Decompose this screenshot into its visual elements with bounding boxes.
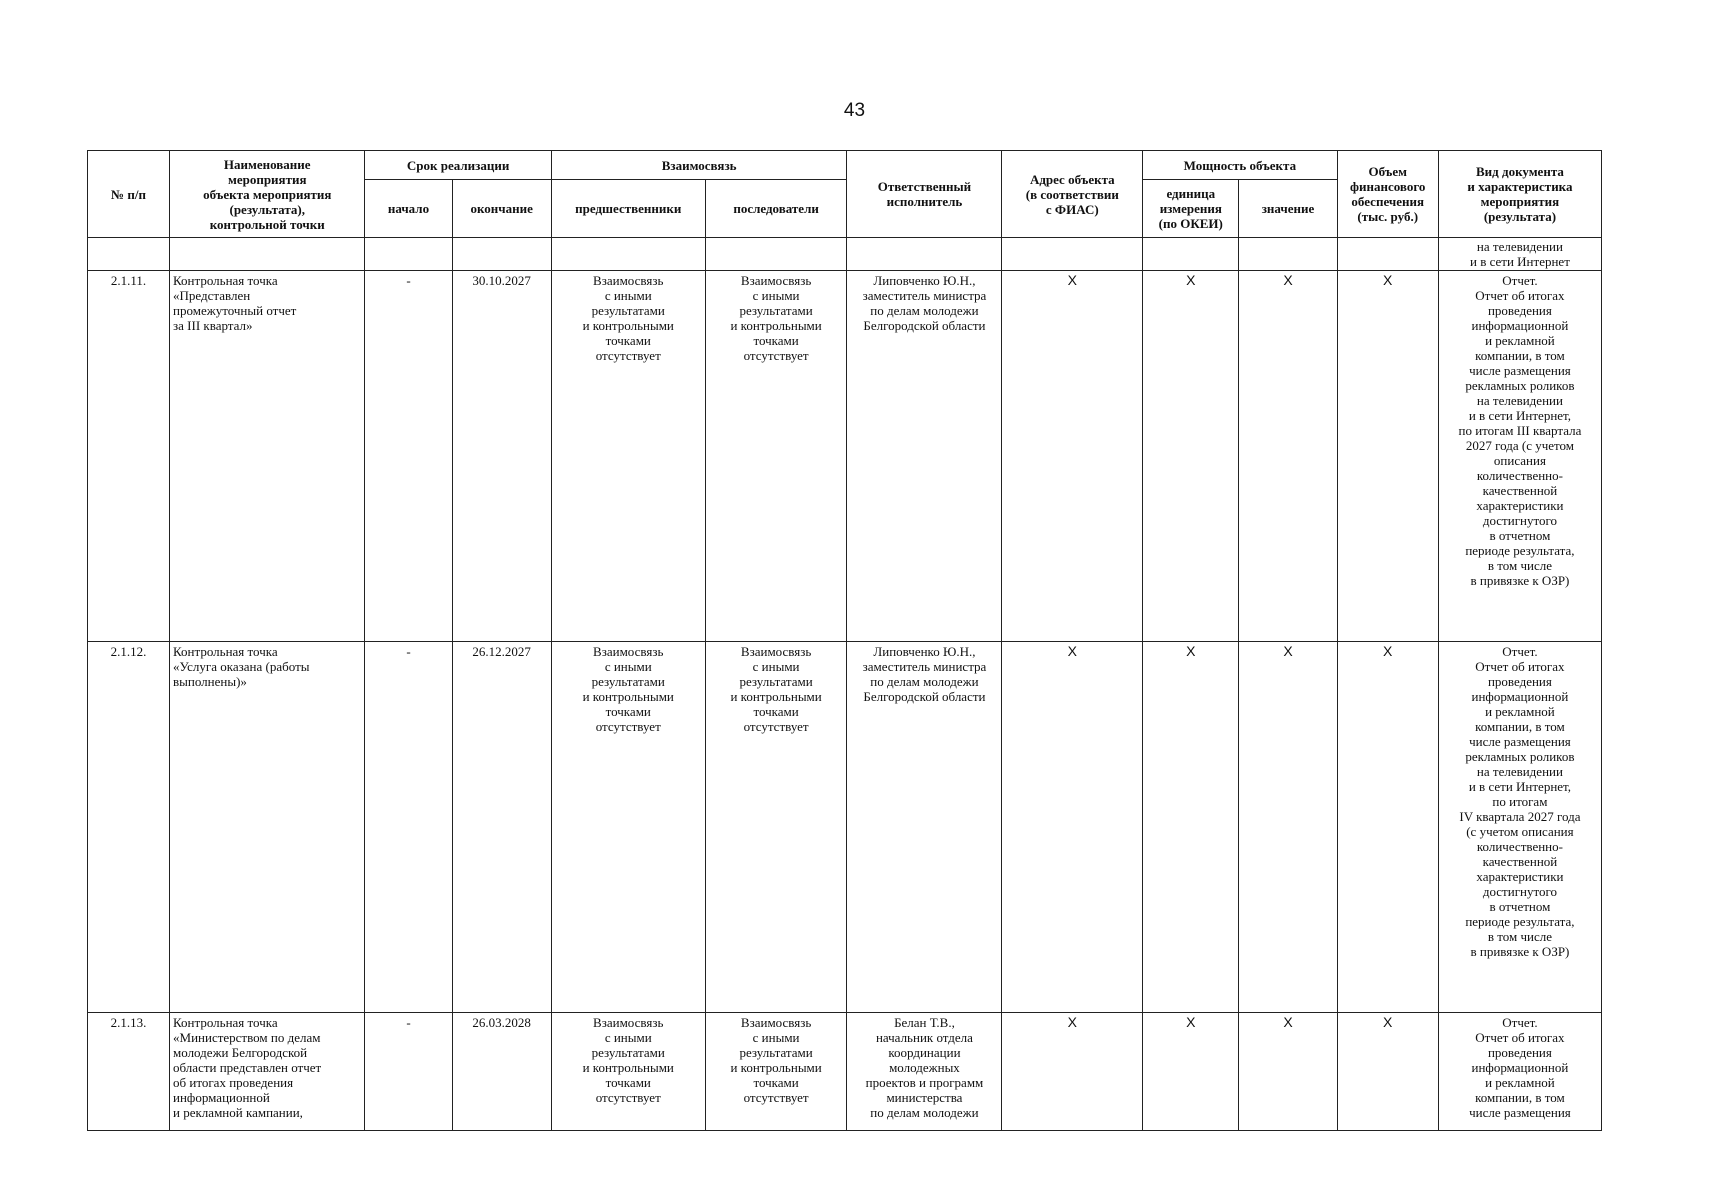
cell-num: 2.1.12. <box>88 642 170 1013</box>
cell-end: 26.03.2028 <box>452 1013 551 1131</box>
cell-address: X <box>1002 642 1143 1013</box>
cell-finance: X <box>1337 642 1438 1013</box>
cell-end: 26.12.2027 <box>452 642 551 1013</box>
cell-pred: Взаимосвязь с иными результатами и контрольными точками отсутствует <box>551 271 705 642</box>
header-name: Наименование мероприятия объекта мероприятия (результата), контрольной точки <box>170 151 365 238</box>
cell-value: X <box>1239 642 1337 1013</box>
cell-value: X <box>1239 271 1337 642</box>
table-row <box>88 642 1602 1013</box>
cell-finance: X <box>1337 1013 1438 1131</box>
cell-name: Контрольная точка «Министерством по делам молодежи Белгородской области представлен отчет об итогах проведения информационной и рекламной кампании, <box>170 1013 365 1131</box>
table-row <box>88 271 1602 642</box>
table-row-continuation <box>88 238 1602 271</box>
cell-pred: Взаимосвязь с иными результатами и контрольными точками отсутствует <box>551 1013 705 1131</box>
header-term-start: начало <box>365 180 452 238</box>
cell-doc: Отчет. Отчет об итогах проведения информационной и рекламной компании, в том числе размещения <box>1438 1013 1601 1131</box>
header-link-succ: последователи <box>705 180 847 238</box>
header-capacity-unit: единица измерения (по ОКЕИ) <box>1143 180 1239 238</box>
plan-table <box>87 150 1602 1131</box>
header-link-pred: предшественники <box>551 180 705 238</box>
header-term: Срок реализации <box>365 151 551 180</box>
header-capacity: Мощность объекта <box>1143 151 1337 180</box>
cell-doc: Отчет. Отчет об итогах проведения информационной и рекламной компании, в том числе размещения рекламных роликов на телевидении и в сети Интернет, по итогам IV квартала 2027 года (с учетом описания количественно- качественной характеристики достигнутого в отчетном периоде результата, в том числе в привязке к ОЗР) <box>1438 642 1601 1013</box>
cell-end: 30.10.2027 <box>452 271 551 642</box>
cell-doc: Отчет. Отчет об итогах проведения информационной и рекламной компании, в том числе размещения рекламных роликов на телевидении и в сети Интернет, по итогам III квартала 2027 года (с учетом описания количественно- качественной характеристики достигнутого в отчетном периоде результата, в том числе в привязке к ОЗР) <box>1438 271 1601 642</box>
cell-unit: X <box>1143 271 1239 642</box>
cell-num: 2.1.13. <box>88 1013 170 1131</box>
cell-value: X <box>1239 1013 1337 1131</box>
cell-empty <box>170 238 365 271</box>
cell-finance: X <box>1337 271 1438 642</box>
header-term-end: окончание <box>452 180 551 238</box>
cell-empty <box>1239 238 1337 271</box>
cell-start: - <box>365 1013 452 1131</box>
cell-address: X <box>1002 1013 1143 1131</box>
cell-succ: Взаимосвязь с иными результатами и контрольными точками отсутствует <box>705 1013 847 1131</box>
cell-empty <box>847 238 1002 271</box>
header-num: № п/п <box>88 151 170 238</box>
page-number: 43 <box>843 100 866 121</box>
cell-empty <box>1002 238 1143 271</box>
cell-name: Контрольная точка «Услуга оказана (работы выполнены)» <box>170 642 365 1013</box>
header-doc-type: Вид документа и характеристика мероприятия (результата) <box>1438 151 1601 238</box>
cell-doc-continuation: на телевидении и в сети Интернет <box>1438 238 1601 271</box>
cell-empty <box>1337 238 1438 271</box>
header-address: Адрес объекта (в соответствии с ФИАС) <box>1002 151 1143 238</box>
table-row <box>88 1013 1602 1131</box>
header-capacity-value: значение <box>1239 180 1337 238</box>
cell-responsible: Белан Т.В., начальник отдела координации молодежных проектов и программ министерства по делам молодежи <box>847 1013 1002 1131</box>
cell-empty <box>452 238 551 271</box>
cell-unit: X <box>1143 642 1239 1013</box>
cell-pred: Взаимосвязь с иными результатами и контрольными точками отсутствует <box>551 642 705 1013</box>
cell-num: 2.1.11. <box>88 271 170 642</box>
cell-unit: X <box>1143 1013 1239 1131</box>
cell-empty <box>551 238 705 271</box>
header-responsible: Ответственный исполнитель <box>847 151 1002 238</box>
cell-empty <box>705 238 847 271</box>
cell-succ: Взаимосвязь с иными результатами и контрольными точками отсутствует <box>705 271 847 642</box>
cell-responsible: Липовченко Ю.Н., заместитель министра по делам молодежи Белгородской области <box>847 271 1002 642</box>
cell-start: - <box>365 642 452 1013</box>
cell-empty <box>365 238 452 271</box>
cell-responsible: Липовченко Ю.Н., заместитель министра по делам молодежи Белгородской области <box>847 642 1002 1013</box>
cell-empty <box>1143 238 1239 271</box>
cell-name: Контрольная точка «Представлен промежуточный отчет за III квартал» <box>170 271 365 642</box>
header-finance: Объем финансового обеспечения (тыс. руб.) <box>1337 151 1438 238</box>
header-link: Взаимосвязь <box>551 151 847 180</box>
cell-start: - <box>365 271 452 642</box>
cell-empty <box>88 238 170 271</box>
cell-succ: Взаимосвязь с иными результатами и контрольными точками отсутствует <box>705 642 847 1013</box>
cell-address: X <box>1002 271 1143 642</box>
